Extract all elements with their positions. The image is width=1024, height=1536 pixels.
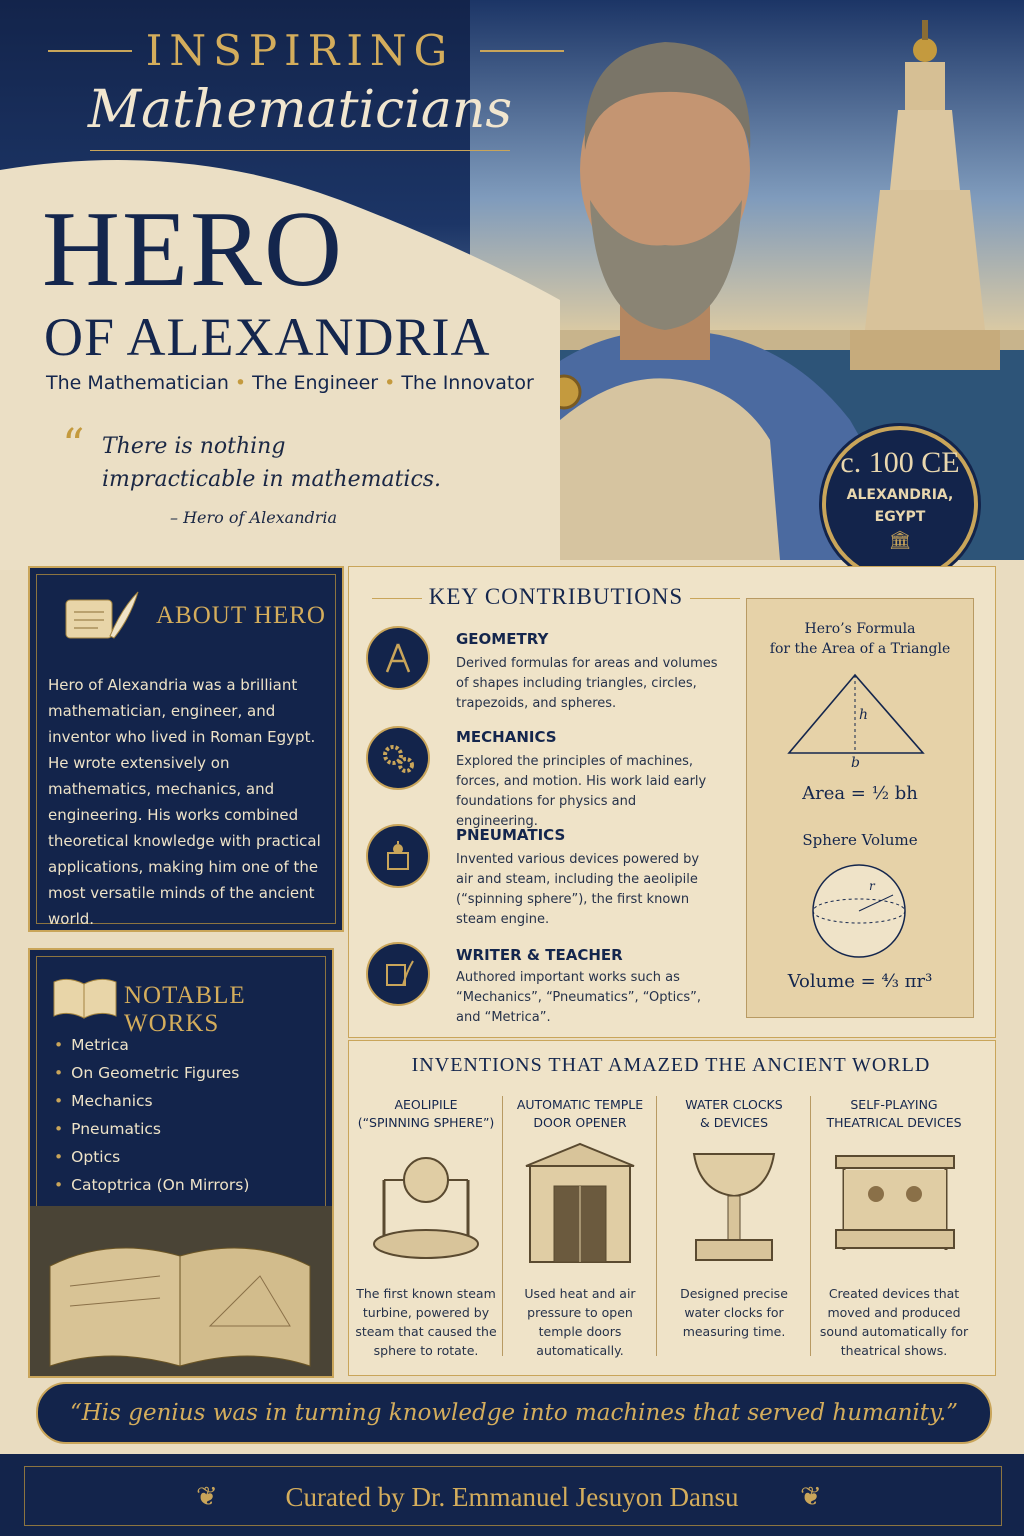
ornament-line bbox=[690, 598, 740, 599]
invention-title-line: SELF-PLAYING bbox=[850, 1097, 938, 1112]
open-book-icon bbox=[50, 974, 120, 1022]
list-item: • On Geometric Figures bbox=[54, 1064, 249, 1092]
column-icon: 🏛 bbox=[888, 530, 912, 551]
works-list bbox=[54, 1036, 249, 1204]
aeolipile-illustration bbox=[364, 1140, 488, 1270]
quote-author: – Hero of Alexandria bbox=[170, 508, 338, 527]
contributions-title: KEY CONTRIBUTIONS bbox=[428, 584, 684, 609]
invention-title-line: AUTOMATIC TEMPLE bbox=[516, 1097, 644, 1112]
page-title: HERO bbox=[42, 190, 344, 309]
page-subtitle: OF ALEXANDRIA bbox=[44, 307, 491, 367]
scroll-quill-icon bbox=[366, 942, 430, 1006]
date-label: c. 100 CE bbox=[840, 446, 960, 479]
theatrical-device-illustration bbox=[830, 1140, 960, 1270]
volume-formula: Volume = ⁴⁄₃ πr³ bbox=[787, 971, 933, 992]
ornament-line bbox=[372, 598, 422, 599]
notable-works-panel bbox=[28, 948, 334, 1378]
invention-title bbox=[814, 1096, 974, 1132]
invention-desc: The first known steam turbine, powered by steam that caused the sphere to rotate. bbox=[355, 1286, 497, 1358]
invention-title bbox=[352, 1096, 500, 1132]
invention-title-line: (“SPINNING SPHERE”) bbox=[357, 1115, 495, 1130]
contribution-desc: Invented various devices powered by air and steam, including the aeolipile (“spinning sphere”), the first known steam engine. bbox=[456, 852, 700, 927]
contribution-desc: Explored the principles of machines, forces, and motion. His work laid early foundations for physics and engineering. bbox=[456, 754, 707, 829]
laurel-right-icon: ❦ bbox=[800, 1482, 822, 1512]
invention-desc: Designed precise water clocks for measuring time. bbox=[680, 1286, 788, 1339]
bottom-quote: “His genius was in turning knowledge into machines that served humanity.” bbox=[69, 1400, 958, 1426]
divider bbox=[810, 1096, 811, 1356]
contribution-title: WRITER & TEACHER bbox=[456, 946, 623, 964]
contribution-title: PNEUMATICS bbox=[456, 826, 566, 844]
list-item: • Pneumatics bbox=[54, 1120, 249, 1148]
ornament-line bbox=[90, 150, 510, 151]
about-panel bbox=[28, 566, 344, 932]
divider bbox=[656, 1096, 657, 1356]
height-label: h bbox=[859, 707, 869, 723]
formula-title-line: Hero’s Formula bbox=[804, 621, 916, 637]
gears-icon bbox=[366, 726, 430, 790]
divider bbox=[502, 1096, 503, 1356]
place-line: EGYPT bbox=[874, 509, 926, 525]
tagline bbox=[46, 372, 534, 394]
compass-icon bbox=[366, 626, 430, 690]
formula-card bbox=[746, 598, 974, 1018]
quote-mark-icon: “ bbox=[62, 420, 85, 471]
scroll-quill-icon bbox=[60, 588, 140, 648]
contribution-desc: Derived formulas for areas and volumes of shapes including triangles, circles, trapezoids, and spheres. bbox=[456, 656, 718, 711]
footer-credit: Curated by Dr. Emmanuel Jesuyon Dansu bbox=[285, 1482, 739, 1512]
invention-desc: Used heat and air pressure to open temple doors automatically. bbox=[524, 1286, 636, 1358]
place-line: ALEXANDRIA, bbox=[846, 487, 954, 503]
about-body: Hero of Alexandria was a brilliant mathematician, engineer, and inventor who lived in Roman Egypt. He wrote extensively on mathematics, mechanics, and engineering. His works combined theoretical knowledge with practical applications, making him one of the most versatile minds of the ancient world. bbox=[48, 676, 321, 928]
list-item: • Metrica bbox=[54, 1036, 249, 1064]
sphere-diagram bbox=[805, 861, 915, 961]
bottom-quote-banner bbox=[36, 1382, 992, 1444]
steam-device-icon bbox=[366, 824, 430, 888]
tagline-item: The Mathematician bbox=[46, 372, 229, 394]
list-item: • Mechanics bbox=[54, 1092, 249, 1120]
sphere-title: Sphere Volume bbox=[802, 831, 918, 849]
bullet-icon: • bbox=[384, 372, 396, 394]
inventions-title: INVENTIONS THAT AMAZED THE ANCIENT WORLD bbox=[411, 1054, 931, 1076]
invention-title-line: & DEVICES bbox=[699, 1115, 769, 1130]
contribution-title: GEOMETRY bbox=[456, 630, 549, 648]
water-clock-illustration bbox=[672, 1140, 796, 1270]
date-medallion bbox=[822, 426, 978, 582]
invention-title bbox=[506, 1096, 654, 1132]
list-item: • Catoptrica (On Mirrors) bbox=[54, 1176, 249, 1204]
formula-title-line: for the Area of a Triangle bbox=[769, 641, 951, 657]
list-item: • Optics bbox=[54, 1148, 249, 1176]
bullet-icon: • bbox=[234, 372, 247, 394]
ancient-book-illustration bbox=[30, 1206, 332, 1376]
series-title-top: INSPIRING bbox=[145, 26, 455, 75]
works-title: NOTABLE WORKS bbox=[124, 982, 246, 1037]
contribution-desc: Authored important works such as “Mechanics”, “Pneumatics”, “Optics”, and “Metrica”. bbox=[456, 970, 702, 1025]
tagline-item: The Engineer bbox=[252, 372, 379, 394]
invention-title-line: DOOR OPENER bbox=[533, 1115, 627, 1130]
temple-door-illustration bbox=[518, 1140, 642, 1270]
series-title-bottom: Mathematicians bbox=[87, 80, 513, 140]
contribution-title: MECHANICS bbox=[456, 728, 557, 746]
radius-label: r bbox=[869, 879, 875, 893]
invention-title bbox=[660, 1096, 808, 1132]
hero-quote: There is nothing impracticable in mathematics. bbox=[102, 434, 442, 492]
laurel-left-icon: ❦ bbox=[196, 1482, 218, 1512]
base-label: b bbox=[851, 755, 860, 771]
invention-title-line: WATER CLOCKS bbox=[685, 1097, 783, 1112]
area-formula: Area = ½ bh bbox=[802, 783, 918, 804]
about-title: ABOUT HERO bbox=[156, 602, 326, 629]
invention-desc: Created devices that moved and produced sound automatically for theatrical shows. bbox=[819, 1286, 969, 1358]
invention-title-line: THEATRICAL DEVICES bbox=[826, 1115, 962, 1130]
tagline-item: The Innovator bbox=[401, 372, 534, 394]
invention-title-line: AEOLIPILE bbox=[394, 1097, 458, 1112]
formula-title bbox=[747, 619, 973, 659]
place-label bbox=[826, 484, 974, 528]
